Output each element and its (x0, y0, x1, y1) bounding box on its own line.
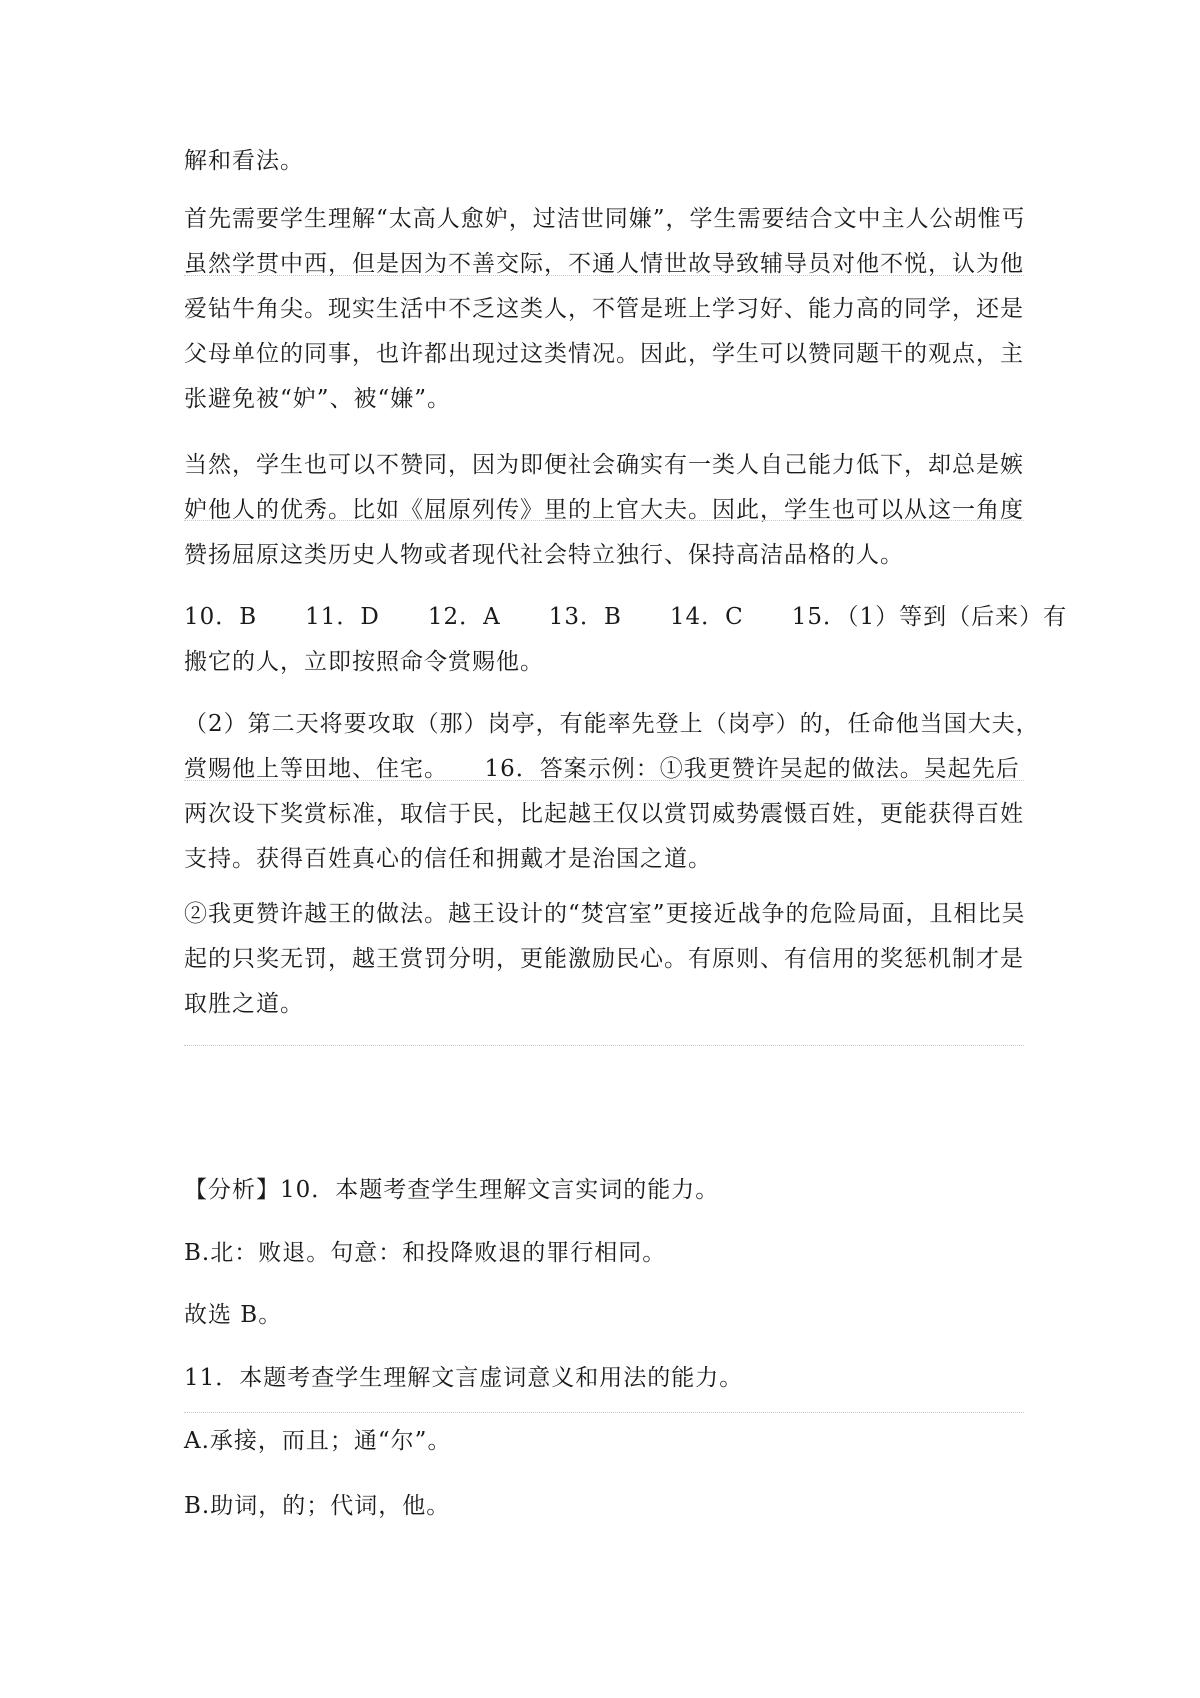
text-line: 爱钻牛角尖。现实生活中不乏这类人，不管是班上学习好、能力高的同学，还是 (184, 296, 1024, 322)
text-line: 故选 B。 (184, 1302, 283, 1328)
text-line: 起的只奖无罚，越王赏罚分明，更能激励民心。有原则、有信用的奖惩机制才是 (184, 946, 1024, 972)
text-line: （2）第二天将要攻取（那）岗亭，有能率先登上（岗亭）的，任命他当国大夫， (184, 711, 1040, 737)
text-line: 赞扬屈原这类历史人物或者现代社会特立独行、保持高洁品格的人。 (184, 542, 904, 568)
text-line: 11．本题考查学生理解文言虚词意义和用法的能力。 (184, 1365, 744, 1391)
text-line: 支持。获得百姓真心的信任和拥戴才是治国之道。 (184, 846, 712, 872)
text-line: 张避免被“妒”、被“嫌”。 (184, 386, 452, 412)
dotted-rule (184, 520, 1024, 521)
dotted-rule (184, 1045, 1024, 1046)
text-line: 搬它的人，立即按照命令赏赐他。 (184, 649, 544, 675)
dotted-rule (184, 1412, 1024, 1413)
text-line: A.承接，而且；通“尔”。 (184, 1428, 452, 1454)
text-line: 两次设下奖赏标准，取信于民，比起越王仅以赏罚威势震慑百姓，更能获得百姓 (184, 801, 1024, 827)
text-line: B.助词，的；代词，他。 (184, 1493, 451, 1519)
dotted-rule (184, 780, 1024, 781)
text-line: 取胜之道。 (184, 991, 304, 1017)
text-line: B.北：败退。句意：和投降败退的罪行相同。 (184, 1240, 667, 1266)
text-line: 赏赐他上等田地、住宅。 16．答案示例：①我更赞许吴起的做法。吴起先后 (184, 756, 1020, 782)
text-line: 解和看法。 (184, 148, 304, 174)
text-line: 10．B 11．D 12．A 13．B 14．C 15．（1）等到（后来）有 (184, 604, 1068, 630)
text-line: 虽然学贯中西，但是因为不善交际，不通人情世故导致辅导员对他不悦，认为他 (184, 251, 1024, 277)
text-line: 妒他人的优秀。比如《屈原列传》里的上官大夫。因此，学生也可以从这一角度 (184, 497, 1024, 523)
text-line: 父母单位的同事，也许都出现过这类情况。因此，学生可以赞同题干的观点，主 (184, 341, 1024, 367)
text-line: 首先需要学生理解“太高人愈妒，过洁世同嫌”，学生需要结合文中主人公胡惟丐 (184, 206, 1026, 232)
text-line: ②我更赞许越王的做法。越王设计的“焚宫室”更接近战争的危险局面，且相比吴 (184, 901, 1026, 927)
dotted-rule (184, 275, 1024, 276)
text-line: 当然，学生也可以不赞同，因为即便社会确实有一类人自己能力低下，却总是嫉 (184, 452, 1024, 478)
text-line: 【分析】10．本题考查学生理解文言实词的能力。 (184, 1177, 720, 1203)
